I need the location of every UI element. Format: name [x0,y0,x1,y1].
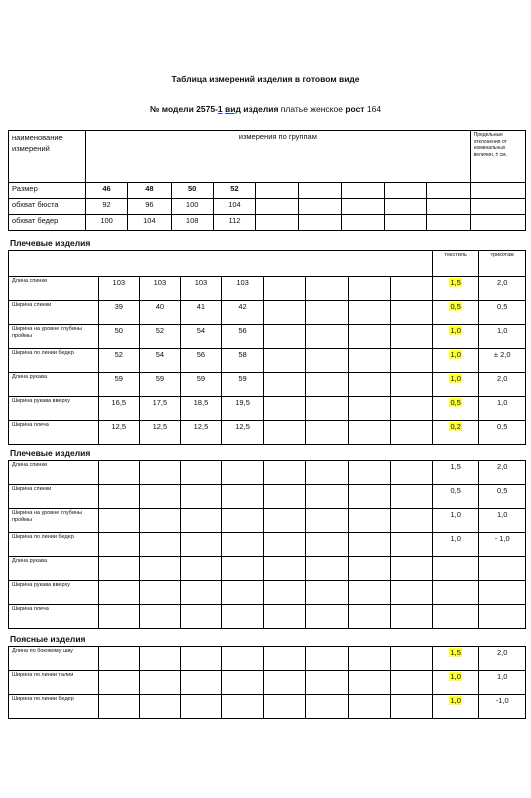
knit-tolerance: 1,0 [496,672,508,681]
col-textile-label: текстиль [432,251,478,277]
size-cell [299,183,341,199]
size-cell [256,183,299,199]
measurement-row [9,301,526,325]
measurement-value [180,671,221,695]
measurement-row [9,325,526,349]
measurement-value [98,509,139,533]
measurement-value [306,647,348,671]
size-table-header [9,131,526,183]
measurement-value [180,485,221,509]
measurement-value [390,557,432,581]
size-cell: 46 [85,183,127,199]
model-type: платье женское [280,104,343,114]
knit-tolerance: 1,0 [497,398,508,407]
measurement-value [98,671,139,695]
knit-tolerance-cell [479,349,526,373]
measurement-label: Ширина рукава вверху [9,581,99,605]
knit-tolerance-cell [479,485,526,509]
size-cell: 104 [213,199,255,215]
measurement-value [348,325,390,349]
size-cell [299,199,341,215]
textile-tolerance-cell [432,671,479,695]
measurement-value [264,581,306,605]
measurement-value [180,605,221,629]
measurement-value [264,647,306,671]
measurement-value [98,461,139,485]
measurement-value [306,461,348,485]
measurement-value [139,581,180,605]
measurement-value [139,461,180,485]
knit-tolerance-cell [479,671,526,695]
col-knit-label: трикотаж [479,251,526,277]
measurement-value: 103 [180,277,221,301]
measurement-value [306,397,348,421]
size-cell [385,215,427,231]
textile-tolerance-cell [432,647,479,671]
knit-tolerance: 0,5 [497,422,508,431]
size-cell [256,215,299,231]
knit-tolerance-cell [479,581,526,605]
section3-table [8,646,526,719]
measurement-value: 16,5 [98,397,139,421]
measurement-value [264,301,306,325]
textile-tolerance-cell [432,533,479,557]
knit-tolerance: ± 2,0 [493,350,511,359]
measurement-value [306,605,348,629]
measurement-value [98,533,139,557]
measurement-label: Ширина по линии бедер [9,695,99,719]
size-cell: 52 [213,183,255,199]
measurement-label: Длина спинки [9,461,99,485]
knit-tolerance: 2,0 [497,374,508,383]
knit-tolerance: 1,0 [497,326,508,335]
measurement-value [139,647,180,671]
size-cell [341,215,384,231]
textile-tolerance-cell [432,349,478,373]
measurement-value: 103 [221,277,263,301]
measurement-value [222,557,264,581]
measurement-value [306,301,348,325]
measurement-value [348,461,390,485]
measurement-value [306,373,348,397]
measurement-value [222,509,264,533]
measurement-value [348,695,390,719]
measurement-label: Ширина плеча [9,421,99,445]
measurement-value [348,533,390,557]
knit-tolerance: 1,0 [496,510,508,519]
measurement-value [306,509,348,533]
measurement-value: 59 [139,373,180,397]
measurement-value [180,581,221,605]
measurement-row [9,421,526,445]
measurement-value [306,485,348,509]
model-vid: вид [225,104,241,114]
textile-tolerance-cell [432,277,478,301]
measurement-value [390,277,432,301]
measurement-row [9,671,526,695]
measurement-value [139,695,180,719]
measurement-value [348,671,390,695]
measurement-value [348,373,390,397]
measurement-value [222,533,264,557]
measurement-value [348,485,390,509]
measurement-value [264,533,306,557]
textile-tolerance-cell [432,373,478,397]
measurement-label: Ширина спинки [9,301,99,325]
knit-tolerance-cell [479,277,526,301]
measurement-value [390,485,432,509]
measurement-row [9,605,526,629]
textile-tolerance: 0,5 [450,398,461,407]
measurement-value [390,421,432,445]
section2-table [8,460,526,629]
model-rost-value: 164 [366,104,382,114]
measurement-value [390,647,432,671]
textile-tolerance-cell [432,581,479,605]
textile-tolerance: 1,0 [450,672,461,681]
measurement-value: 56 [221,325,263,349]
textile-tolerance-cell [432,397,478,421]
size-tolerance-cell [470,215,525,231]
size-row-label: обхват бедер [9,215,86,231]
model-izdelia: изделия [243,104,279,114]
textile-tolerance: 1,0 [450,374,461,383]
size-tolerance-cell [470,183,525,199]
measurement-value [390,605,432,629]
header-name-label: наименование измерений [9,131,86,183]
measurement-row [9,581,526,605]
measurement-value: 52 [139,325,180,349]
measurement-value [348,421,390,445]
measurement-value [306,277,348,301]
measurement-value [139,533,180,557]
measurement-value [306,695,348,719]
textile-tolerance: 0,5 [450,486,461,495]
measurement-value [390,461,432,485]
measurement-row [9,509,526,533]
textile-tolerance-cell [432,557,479,581]
measurement-value [180,461,221,485]
measurement-value [98,605,139,629]
measurement-row [9,647,526,671]
size-cell: 96 [128,199,171,215]
textile-tolerance: 1,0 [450,326,461,335]
measurement-value: 103 [139,277,180,301]
size-cell [427,215,470,231]
size-cell [427,183,470,199]
measurement-value [348,509,390,533]
size-cell: 48 [128,183,171,199]
measurement-value [264,421,306,445]
textile-tolerance: 1,0 [450,696,461,705]
section1-title: Плечевые изделия [10,238,91,248]
size-cell [299,215,341,231]
knit-tolerance-cell [479,421,526,445]
measurement-value: 19,5 [221,397,263,421]
measurement-value [390,301,432,325]
measurement-value [98,485,139,509]
textile-tolerance-cell [432,695,479,719]
textile-tolerance-cell [432,509,479,533]
measurement-value [222,671,264,695]
measurement-value: 58 [221,349,263,373]
measurement-label: Ширина на уровне глубины проймы [9,325,99,349]
knit-tolerance: - 1,0 [494,534,510,543]
measurement-value [180,509,221,533]
measurement-value [390,325,432,349]
measurement-value [348,349,390,373]
textile-tolerance-cell [432,301,478,325]
measurement-value [98,695,139,719]
measurement-value [348,301,390,325]
measurement-value [222,581,264,605]
measurement-value: 103 [98,277,139,301]
measurement-value [348,581,390,605]
size-cell [341,199,384,215]
measurement-value [306,349,348,373]
section3-title: Поясные изделия [10,634,86,644]
measurement-label: Длина рукава [9,373,99,397]
measurement-value: 12,5 [139,421,180,445]
measurement-value: 39 [98,301,139,325]
size-cell: 104 [128,215,171,231]
size-cell: 108 [171,215,213,231]
page-title: Таблица измерений изделия в готовом виде [171,74,360,84]
measurement-value: 54 [180,325,221,349]
measurement-row [9,349,526,373]
measurement-value [348,277,390,301]
measurement-value: 42 [221,301,263,325]
measurement-value [180,557,221,581]
textile-tolerance: 1,0 [450,534,461,543]
knit-tolerance-cell [479,509,526,533]
measurement-value: 40 [139,301,180,325]
measurement-label: Ширина на уровне глубины проймы [9,509,99,533]
measurement-row [9,397,526,421]
measurement-value [222,461,264,485]
measurement-value: 12,5 [221,421,263,445]
measurement-value: 56 [180,349,221,373]
measurement-value [264,695,306,719]
measurement-value [348,397,390,421]
measurement-value [180,647,221,671]
measurement-row [9,277,526,301]
measurement-label: Ширина по линии талии [9,671,99,695]
measurement-value [222,485,264,509]
textile-tolerance: 1,5 [450,278,461,287]
size-cell [341,183,384,199]
textile-tolerance: 1,0 [450,350,461,359]
measurement-value [264,557,306,581]
knit-tolerance: 2,0 [497,278,508,287]
measurement-value [306,421,348,445]
knit-tolerance-cell [479,397,526,421]
measurement-value [98,557,139,581]
size-cell: 92 [85,199,127,215]
measurement-value [306,671,348,695]
measurement-value: 18,5 [180,397,221,421]
model-suffix: 1 [217,104,223,114]
measurement-value [306,557,348,581]
knit-tolerance: 2,0 [496,648,508,657]
knit-tolerance-cell [479,533,526,557]
measurement-value [264,485,306,509]
measurement-value [264,671,306,695]
measurement-value [264,325,306,349]
measurement-value [306,325,348,349]
measurement-value: 59 [98,373,139,397]
knit-tolerance-cell [479,647,526,671]
model-rost-label: рост [345,104,365,114]
section2-title: Плечевые изделия [10,448,91,458]
measurement-value: 12,5 [98,421,139,445]
measurement-label: Длина по боковому шву [9,647,99,671]
textile-tolerance-cell [432,461,479,485]
knit-tolerance-cell [479,695,526,719]
measurement-value: 41 [180,301,221,325]
section1-table [8,250,526,445]
measurement-value [222,605,264,629]
size-table [8,130,526,231]
measurement-value [348,605,390,629]
size-row [9,215,526,231]
measurement-row [9,533,526,557]
size-cell [385,183,427,199]
measurement-value: 50 [98,325,139,349]
size-cell [385,199,427,215]
size-tolerance-cell [470,199,525,215]
textile-tolerance: 0,2 [450,422,461,431]
knit-tolerance: 0,5 [496,486,508,495]
measurement-value [222,647,264,671]
size-row [9,183,526,199]
textile-tolerance: 1,5 [450,648,461,657]
measurement-value [139,605,180,629]
measurement-value [264,349,306,373]
size-row-label: Размер [9,183,86,199]
measurement-value [390,349,432,373]
measurement-value [348,557,390,581]
knit-tolerance: -1,0 [495,696,509,705]
measurement-value: 54 [139,349,180,373]
size-cell: 112 [213,215,255,231]
measurement-value [264,509,306,533]
header-tolerance-label: Предельные отклонения от номинальных величин, ± см. [470,131,525,183]
measurement-label: Ширина плеча [9,605,99,629]
measurement-label: Ширина спинки [9,485,99,509]
measurement-value [390,671,432,695]
knit-tolerance-cell [479,301,526,325]
measurement-value [264,605,306,629]
knit-tolerance-cell [479,461,526,485]
size-row-label: обхват бюста [9,199,86,215]
knit-tolerance: 0,5 [497,302,508,311]
measurement-value: 52 [98,349,139,373]
measurement-row [9,373,526,397]
measurement-value [390,533,432,557]
measurement-value [139,485,180,509]
measurement-value: 17,5 [139,397,180,421]
textile-tolerance-cell [432,605,479,629]
measurement-label: Ширина рукава вверху [9,397,99,421]
textile-tolerance-cell [432,325,478,349]
measurement-value [348,647,390,671]
header-groups-label: измерения по группам [85,131,470,183]
measurement-value [222,695,264,719]
size-cell [427,199,470,215]
size-cell: 100 [85,215,127,231]
measurement-value [180,695,221,719]
measurement-value [264,373,306,397]
size-row [9,199,526,215]
measurement-label: Длина спинки [9,277,99,301]
measurement-label: Ширина по линии бедер [9,533,99,557]
textile-tolerance: 1,0 [450,510,461,519]
measurement-label: Длина рукава [9,557,99,581]
knit-tolerance: 2,0 [496,462,508,471]
knit-tolerance-cell [479,373,526,397]
measurement-value [139,557,180,581]
measurement-value [306,533,348,557]
textile-tolerance-cell [432,485,479,509]
size-cell [256,199,299,215]
measurement-row [9,461,526,485]
textile-tolerance-cell [432,421,478,445]
knit-tolerance-cell [479,325,526,349]
model-prefix: № модели 2575- [149,104,218,114]
size-cell: 100 [171,199,213,215]
measurement-value [264,277,306,301]
measurement-value [390,397,432,421]
textile-tolerance: 0,5 [450,302,461,311]
measurement-row [9,485,526,509]
measurement-row [9,695,526,719]
measurement-value [264,397,306,421]
measurement-value: 12,5 [180,421,221,445]
measurement-value [306,581,348,605]
measurement-value [390,509,432,533]
measurement-value [180,533,221,557]
measurement-row [9,557,526,581]
measurement-label: Ширина по линии бедер [9,349,99,373]
measurement-value [98,647,139,671]
size-cell: 50 [171,183,213,199]
knit-tolerance-cell [479,605,526,629]
section1-header-row [9,251,526,277]
measurement-value [390,581,432,605]
textile-tolerance: 1,5 [450,462,461,471]
measurement-value [139,509,180,533]
knit-tolerance-cell [479,557,526,581]
measurement-value [139,671,180,695]
measurement-value: 59 [180,373,221,397]
measurement-value [264,461,306,485]
measurement-value [390,695,432,719]
measurement-value: 59 [221,373,263,397]
model-line [0,104,531,114]
measurement-value [98,581,139,605]
measurement-value [390,373,432,397]
